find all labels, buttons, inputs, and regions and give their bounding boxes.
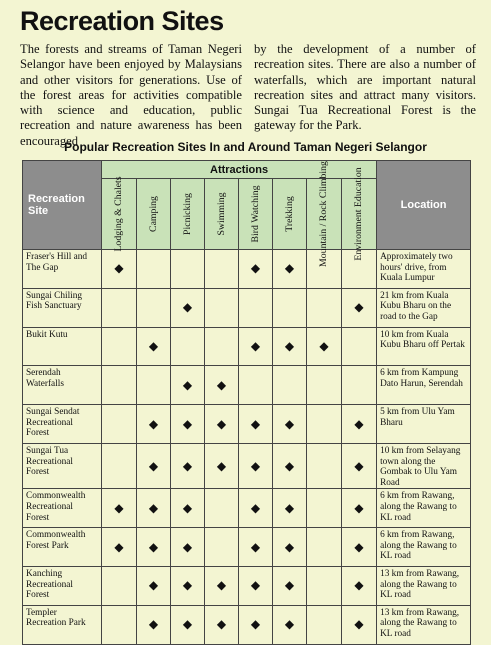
table-row xyxy=(23,528,471,567)
diamond-marker-icon: ◆ xyxy=(182,617,193,632)
attraction-label: Lodging & Chalets xyxy=(112,176,124,252)
attraction-cell xyxy=(102,566,137,605)
attraction-cell xyxy=(307,605,342,644)
site-name-cell: Fraser's Hill and The Gap xyxy=(23,250,102,289)
attraction-cell xyxy=(137,327,171,366)
attraction-cell xyxy=(307,327,342,366)
diamond-marker-icon: ◆ xyxy=(284,500,295,515)
attraction-cell xyxy=(102,489,137,528)
location-cell: 6 km from Rawang, along the Rawang to KL road xyxy=(377,489,471,528)
attraction-cell xyxy=(307,566,342,605)
attraction-label: Bird Watching xyxy=(249,185,261,243)
attraction-cell xyxy=(239,605,273,644)
diamond-marker-icon: ◆ xyxy=(284,261,295,276)
attraction-label: Trekking xyxy=(283,196,295,232)
attraction-cell xyxy=(307,443,342,488)
attraction-cell xyxy=(273,528,307,567)
table-row xyxy=(23,566,471,605)
diamond-marker-icon: ◆ xyxy=(114,500,124,515)
diamond-marker-icon: ◆ xyxy=(148,578,159,593)
diamond-marker-icon: ◆ xyxy=(250,458,261,473)
location-cell: 13 km from Rawang, along the Rawang to KL road xyxy=(377,605,471,644)
attraction-cell xyxy=(171,566,205,605)
diamond-marker-icon: ◆ xyxy=(250,416,261,431)
attraction-cell xyxy=(102,405,137,444)
attraction-cell xyxy=(342,605,377,644)
attraction-cell xyxy=(102,327,137,366)
diamond-marker-icon: ◆ xyxy=(354,500,364,515)
location-cell: 10 km from Selayang town along the Gombak to Ulu Yam Road xyxy=(377,443,471,488)
attraction-cell xyxy=(342,528,377,567)
attraction-cell xyxy=(137,443,171,488)
attraction-label: Camping xyxy=(147,196,159,232)
attraction-cell xyxy=(342,443,377,488)
attraction-cell xyxy=(205,366,239,405)
diamond-marker-icon: ◆ xyxy=(250,261,261,276)
diamond-marker-icon: ◆ xyxy=(182,539,193,554)
diamond-marker-icon: ◆ xyxy=(148,617,159,632)
attraction-cell xyxy=(205,443,239,488)
diamond-marker-icon: ◆ xyxy=(354,578,364,593)
attraction-cell xyxy=(239,327,273,366)
diamond-marker-icon: ◆ xyxy=(182,377,193,392)
attraction-cell xyxy=(239,528,273,567)
attraction-cell xyxy=(273,405,307,444)
diamond-marker-icon: ◆ xyxy=(284,458,295,473)
diamond-marker-icon: ◆ xyxy=(182,578,193,593)
table-caption: Popular Recreation Sites In and Around Taman Negeri Selangor xyxy=(64,140,427,154)
attraction-cell xyxy=(307,405,342,444)
table-row xyxy=(23,405,471,444)
diamond-marker-icon: ◆ xyxy=(216,617,227,632)
diamond-marker-icon: ◆ xyxy=(319,338,329,353)
attraction-label: Swimming xyxy=(215,192,227,236)
attraction-cell xyxy=(205,327,239,366)
attraction-cell xyxy=(102,605,137,644)
attraction-column-header xyxy=(342,167,377,261)
attraction-cell xyxy=(171,528,205,567)
diamond-marker-icon: ◆ xyxy=(354,416,364,431)
attraction-cell xyxy=(205,405,239,444)
location-cell: 13 km from Rawang, along the Rawang to KL road xyxy=(377,566,471,605)
attraction-cell xyxy=(239,288,273,327)
site-column-header: Recreation Site xyxy=(23,161,102,250)
location-cell: 10 km from Kuala Kubu Bharu off Pertak xyxy=(377,327,471,366)
site-name-cell: Bukit Kutu xyxy=(23,327,102,366)
attraction-cell xyxy=(273,366,307,405)
diamond-marker-icon: ◆ xyxy=(284,338,295,353)
attraction-column-header xyxy=(239,179,273,250)
table-row xyxy=(23,366,471,405)
attraction-cell xyxy=(102,366,137,405)
attraction-cell xyxy=(137,528,171,567)
attraction-cell xyxy=(307,489,342,528)
attraction-cell xyxy=(171,366,205,405)
intro-column-left: The forests and streams of Taman Negeri Selangor have been enjoyed by Malaysians and other visitors for generations. Use of the forest areas for activities compatible with science and education, public recreation and nature awareness has been encouraged xyxy=(20,42,242,148)
attraction-cell xyxy=(342,327,377,366)
attraction-cell xyxy=(273,250,307,289)
site-name-cell: Kanching Recreational Forest xyxy=(23,566,102,605)
diamond-marker-icon: ◆ xyxy=(284,539,295,554)
attraction-cell xyxy=(171,489,205,528)
table-row xyxy=(23,327,471,366)
attraction-cell xyxy=(171,327,205,366)
intro-column-right: by the development of a number of recreation sites. There are also a number of waterfalls, which are important natural recreation sites and attract many visitors. Sungai Tua Recreational Forest is the gateway for the Park. xyxy=(254,42,476,133)
location-cell: 6 km from Kampung Dato Harun, Serendah xyxy=(377,366,471,405)
attraction-cell xyxy=(171,250,205,289)
diamond-marker-icon: ◆ xyxy=(182,458,193,473)
attraction-cell xyxy=(307,366,342,405)
attraction-cell xyxy=(273,489,307,528)
attraction-cell xyxy=(205,605,239,644)
attraction-label: Mountain / Rock Climbing xyxy=(317,161,329,267)
location-cell: Approximately two hours' drive, from Kuala Lumpur xyxy=(377,250,471,289)
attraction-cell xyxy=(137,366,171,405)
attraction-column-header xyxy=(171,179,205,250)
diamond-marker-icon: ◆ xyxy=(148,500,159,515)
attraction-cell xyxy=(342,489,377,528)
attraction-cell xyxy=(137,489,171,528)
attraction-cell xyxy=(205,528,239,567)
diamond-marker-icon: ◆ xyxy=(354,617,364,632)
attraction-cell xyxy=(205,288,239,327)
attraction-cell xyxy=(102,443,137,488)
diamond-marker-icon: ◆ xyxy=(250,617,261,632)
diamond-marker-icon: ◆ xyxy=(148,416,159,431)
table-row xyxy=(23,288,471,327)
attraction-cell xyxy=(342,405,377,444)
attraction-cell xyxy=(273,327,307,366)
location-column-header: Location xyxy=(377,161,471,250)
attraction-column-header xyxy=(205,179,239,250)
diamond-marker-icon: ◆ xyxy=(148,539,159,554)
attraction-column-header xyxy=(307,161,342,267)
diamond-marker-icon: ◆ xyxy=(354,539,364,554)
attraction-cell xyxy=(273,566,307,605)
site-name-cell: Sungai Tua Recreational Forest xyxy=(23,443,102,488)
attraction-cell xyxy=(307,528,342,567)
location-cell: 5 km from Ulu Yam Bharu xyxy=(377,405,471,444)
table-row xyxy=(23,443,471,488)
attraction-cell xyxy=(102,288,137,327)
diamond-marker-icon: ◆ xyxy=(250,539,261,554)
diamond-marker-icon: ◆ xyxy=(114,539,124,554)
attraction-cell xyxy=(307,288,342,327)
attraction-cell xyxy=(342,366,377,405)
diamond-marker-icon: ◆ xyxy=(216,416,227,431)
site-name-cell: Commonwealth Forest Park xyxy=(23,528,102,567)
table-row xyxy=(23,250,471,289)
attraction-cell xyxy=(239,366,273,405)
attraction-cell xyxy=(205,566,239,605)
attraction-cell xyxy=(137,288,171,327)
recreation-sites-table xyxy=(22,160,471,645)
attraction-cell xyxy=(137,405,171,444)
attraction-label: Environment Education xyxy=(352,167,364,261)
attractions-header: Attractions xyxy=(102,161,377,179)
diamond-marker-icon: ◆ xyxy=(284,416,295,431)
intro-text xyxy=(20,42,476,149)
site-name-cell: Serendah Waterfalls xyxy=(23,366,102,405)
table-row xyxy=(23,489,471,528)
diamond-marker-icon: ◆ xyxy=(250,500,261,515)
location-cell: 6 km from Rawang, along the Rawang to KL road xyxy=(377,528,471,567)
attraction-cell xyxy=(239,250,273,289)
diamond-marker-icon: ◆ xyxy=(114,261,124,276)
attraction-cell xyxy=(102,528,137,567)
diamond-marker-icon: ◆ xyxy=(250,578,261,593)
site-name-cell: Sungai Chiling Fish Sanctuary xyxy=(23,288,102,327)
attraction-label: Picnicking xyxy=(181,193,193,235)
table-row xyxy=(23,605,471,644)
attraction-cell xyxy=(205,250,239,289)
attraction-cell xyxy=(137,605,171,644)
attraction-cell xyxy=(273,605,307,644)
attraction-cell xyxy=(239,443,273,488)
location-cell: 21 km from Kuala Kubu Bharu on the road to the Gap xyxy=(377,288,471,327)
attraction-cell xyxy=(102,250,137,289)
diamond-marker-icon: ◆ xyxy=(354,458,364,473)
site-name-cell: Sungai Sendat Recreational Forest xyxy=(23,405,102,444)
diamond-marker-icon: ◆ xyxy=(284,617,295,632)
attraction-cell xyxy=(171,443,205,488)
diamond-marker-icon: ◆ xyxy=(182,300,193,315)
attraction-cell xyxy=(342,566,377,605)
attraction-cell xyxy=(239,566,273,605)
diamond-marker-icon: ◆ xyxy=(216,377,227,392)
attraction-cell xyxy=(342,288,377,327)
attraction-cell xyxy=(239,489,273,528)
attraction-cell xyxy=(239,405,273,444)
attraction-column-header xyxy=(273,179,307,250)
attraction-cell xyxy=(205,489,239,528)
diamond-marker-icon: ◆ xyxy=(216,458,227,473)
attraction-cell xyxy=(137,250,171,289)
diamond-marker-icon: ◆ xyxy=(284,578,295,593)
diamond-marker-icon: ◆ xyxy=(148,458,159,473)
diamond-marker-icon: ◆ xyxy=(148,338,159,353)
attraction-cell xyxy=(171,405,205,444)
attraction-column-header xyxy=(102,176,137,252)
diamond-marker-icon: ◆ xyxy=(182,500,193,515)
attraction-cell xyxy=(273,288,307,327)
site-name-cell: Templer Recreation Park xyxy=(23,605,102,644)
attraction-cell xyxy=(273,443,307,488)
diamond-marker-icon: ◆ xyxy=(216,578,227,593)
site-name-cell: Commonwealth Recreational Forest xyxy=(23,489,102,528)
diamond-marker-icon: ◆ xyxy=(182,416,193,431)
attraction-column-header xyxy=(137,179,171,250)
diamond-marker-icon: ◆ xyxy=(250,338,261,353)
page-title: Recreation Sites xyxy=(20,6,224,36)
attraction-cell xyxy=(137,566,171,605)
attraction-cell xyxy=(171,288,205,327)
diamond-marker-icon: ◆ xyxy=(354,300,364,315)
attraction-cell xyxy=(171,605,205,644)
